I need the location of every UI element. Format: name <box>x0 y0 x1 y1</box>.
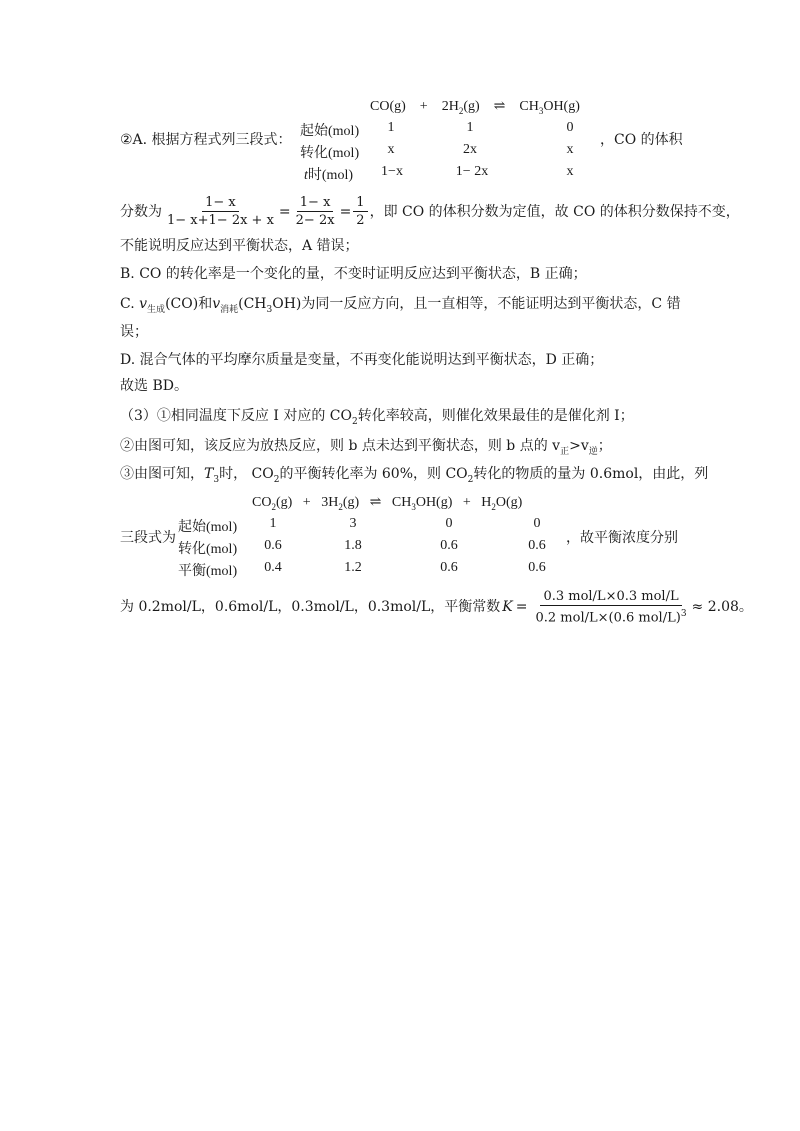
table1-row-label: 转化(mol) <box>300 146 360 161</box>
equilibrium-constant-line: 为 0.2mol/L，0.6mol/L，0.3mol/L，0.3mol/L，平衡常数 K = $\frac{\text{0.3 mol/L×0.3 mol/L}}{0.2 mol/L\times(0.6 mol/L)^3}$ ≈ 2.08 。 <box>120 589 753 626</box>
section3-item1: （3）①相同温度下反应 I 对应的 $CO_2$转化率较高，则催化效果最佳的是催化剂 I； <box>120 408 634 427</box>
table1-cell: 1 <box>466 120 474 135</box>
choose-answer: 故选 BD。 <box>120 378 188 394</box>
part-a-suffix: ，CO 的体积 <box>600 132 683 148</box>
table1-cell: 1− 2x <box>455 164 489 179</box>
table2-cell: 0 <box>533 516 541 531</box>
table2-row-label: 转化(mol) <box>178 542 238 557</box>
section3-item3: ③由图可知，$T_3$时， $CO_2$的平衡转化率为 60%，则 $CO_2$转化的物质的量为 0.6mol，由此，列 <box>120 466 709 485</box>
table2-cell: 0.6 <box>528 560 546 575</box>
part-b: B. CO 的转化率是一个变化的量，不变时证明反应达到平衡状态，B 正确； <box>120 266 587 282</box>
part-a-prefix: ②A. 根据方程式列三段式： <box>120 132 292 148</box>
table1-cell: x <box>566 164 574 179</box>
fraction-2: $\frac{1- x}{2- 2x}$ <box>295 195 335 228</box>
table2-cell: 0.6 <box>440 538 458 553</box>
table1-cell: 0 <box>566 120 574 135</box>
table1-row-label: 起始(mol) <box>300 124 360 139</box>
table1-row-label: t时(mol) <box>304 168 353 183</box>
table1-cell: 1 <box>387 120 395 135</box>
table1-cell: 2x <box>463 142 477 157</box>
table2-cell: 0.6 <box>440 560 458 575</box>
fraction-1: $\frac{1- x}{1- x+1- 2x + x}$ <box>167 195 274 228</box>
table1-cell: x <box>566 142 574 157</box>
table2-cell: 1.2 <box>344 560 362 575</box>
table2-prefix: 三段式为 <box>120 530 176 546</box>
volume-fraction-line: 分数为 $\frac{1- x}{1- x+1- 2x + x}$ = $\frac{1- x}{2- 2x}$ = $\frac{1}{2}$ ，即 CO 的体积分数为定值，故 CO 的体积分数保持不变， <box>120 195 740 228</box>
table2-cell: 3 <box>349 516 357 531</box>
table2-cell: 1.8 <box>344 538 362 553</box>
equation-header-2: $CO_2(g)$ + $3H_2(g)$ ⇌ $CH_3OH(g)$ + $H_2O(g)$ <box>252 495 523 512</box>
table2-cell: 1 <box>269 516 277 531</box>
fraction-3: $\frac{1}{2}$ <box>353 194 367 229</box>
k-fraction: $\frac{\text{0.3 mol/L×0.3 mol/L}}{0.2 mol/L\times(0.6 mol/L)^3}$ <box>535 589 687 626</box>
table2-cell: 0.6 <box>528 538 546 553</box>
equation-header-1: CO(g) + $2H_2(g)$ ⇌ $CH_3OH(g)$ <box>370 99 580 116</box>
table1-cell: x <box>387 142 395 157</box>
part-a-line3: 不能说明反应达到平衡状态，A 错误； <box>120 238 359 254</box>
table2-row-label: 起始(mol) <box>178 520 238 535</box>
table2-cell: 0.6 <box>264 538 282 553</box>
table2-suffix: ，故平衡浓度分别 <box>566 530 678 546</box>
section3-item2: ②由图可知，该反应为放热反应，则 b 点未达到平衡状态，则 b 点的 $v_正>v_逆$； <box>120 438 612 457</box>
part-c: C. $v_{生成}(CO)$和$v_{消耗}(CH_3OH)$为同一反应方向，且一直相等，不能证明达到平衡状态，C 错 <box>120 296 681 315</box>
table1-cell: 1−x <box>381 164 403 179</box>
table2-cell: 0.4 <box>264 560 282 575</box>
part-c-line2: 误； <box>120 324 148 340</box>
table2-row-label: 平衡(mol) <box>178 564 238 579</box>
table2-cell: 0 <box>445 516 453 531</box>
part-d: D. 混合气体的平均摩尔质量是变量，不再变化能说明达到平衡状态，D 正确； <box>120 352 604 368</box>
